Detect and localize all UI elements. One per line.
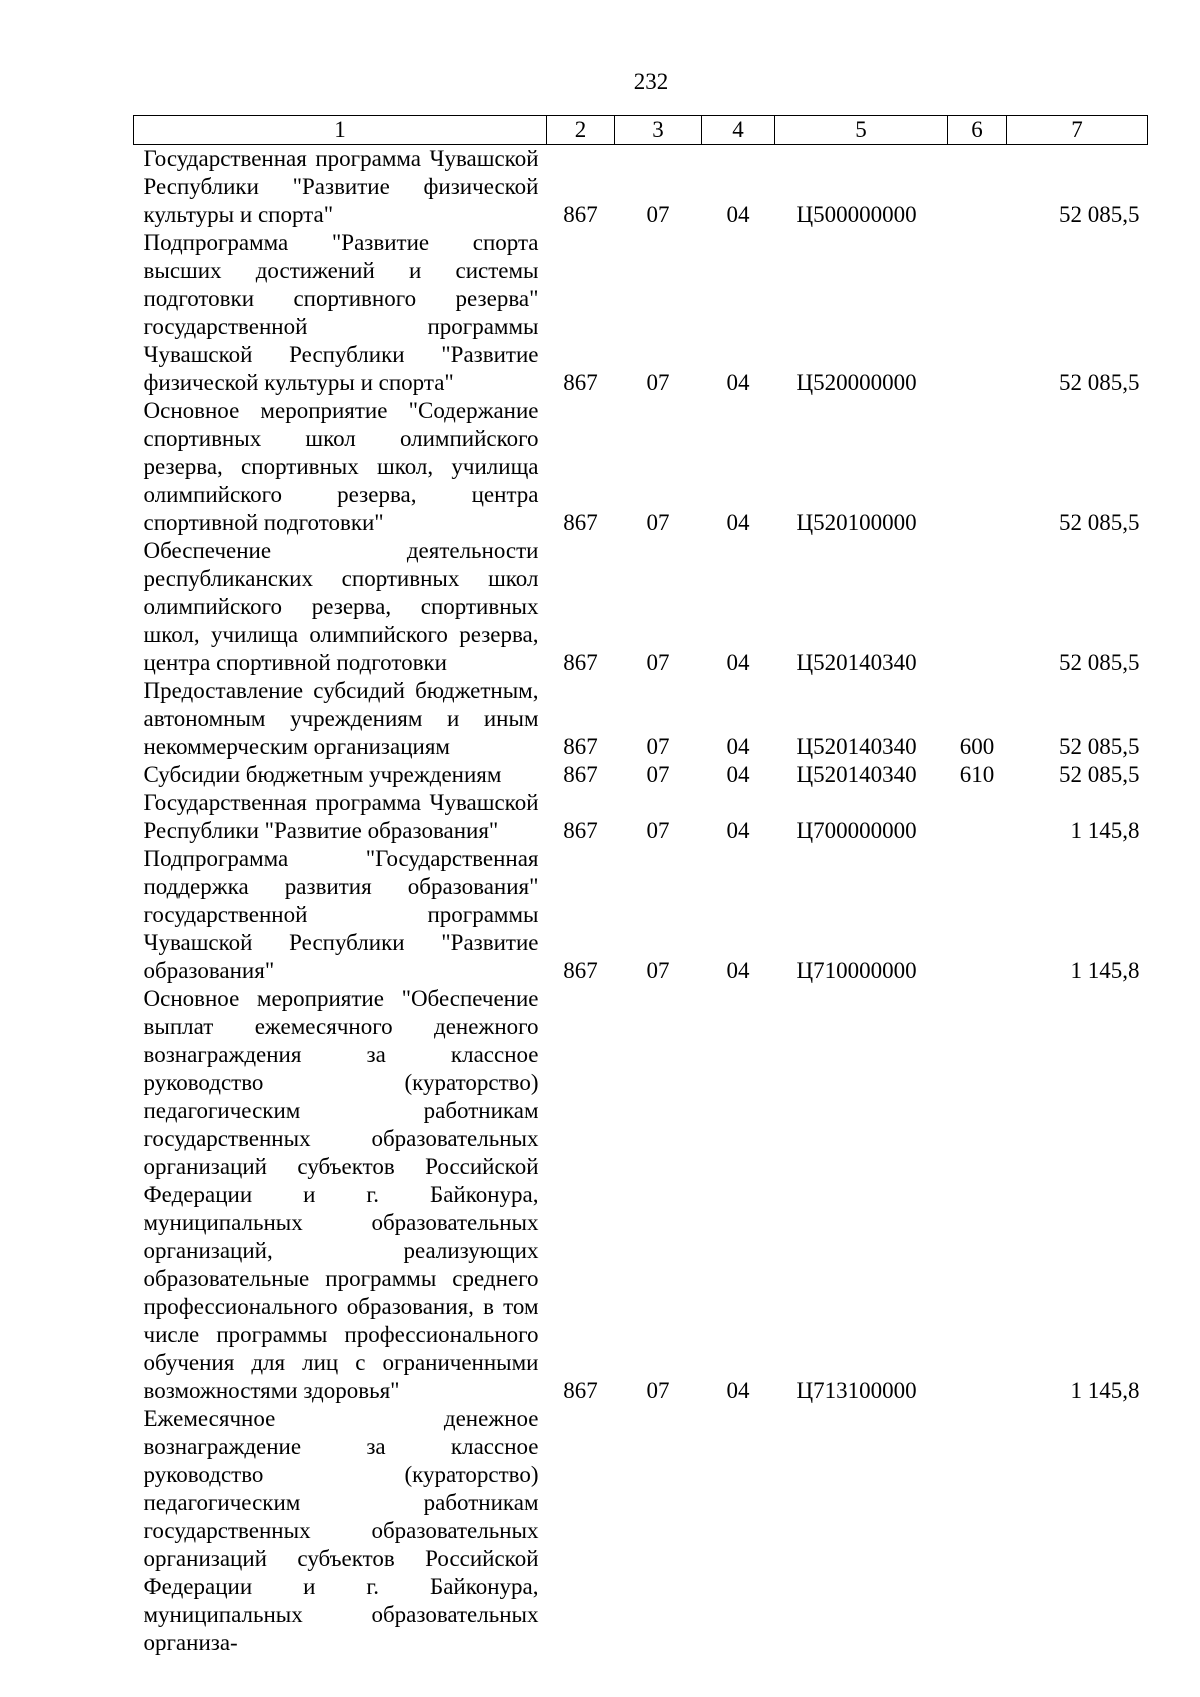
table-row <box>134 537 1148 677</box>
cell-col-5: Ц520100000 <box>796 510 917 535</box>
cell-col-3: 07 <box>646 958 670 983</box>
cell-col-5: Ц520000000 <box>796 370 917 395</box>
row-name: Обеспечение деятельности республиканских спортивных школ олимпийского резерва, спортивных школ, училища олимпийского резерва, центра спортивной подготовки <box>143 538 539 675</box>
cell-col-5: Ц700000000 <box>796 818 917 843</box>
cell-col-3: 07 <box>646 650 670 675</box>
cell-col-6: 600 <box>959 734 995 759</box>
cell-col-4: 04 <box>726 650 750 675</box>
row-name: Субсидии бюджетным учреждениям <box>143 762 502 787</box>
cell-col-7 <box>1007 1405 1148 1657</box>
cell-col-6 <box>948 845 1007 985</box>
header-row <box>134 116 1148 145</box>
cell-col-6 <box>948 1405 1007 1657</box>
header-col-5: 5 <box>775 116 948 145</box>
cell-col-2: 867 <box>563 762 598 787</box>
cell-col-5: Ц500000000 <box>796 202 917 227</box>
header-col-6: 6 <box>948 116 1007 145</box>
row-name: Подпрограмма "Государственная поддержка развития образования" государственной программы Чувашской Республики "Развитие образования" <box>143 846 539 983</box>
cell-col-3: 07 <box>646 202 670 227</box>
cell-col-4: 04 <box>726 818 750 843</box>
table-row <box>134 761 1148 789</box>
cell-col-6 <box>948 397 1007 537</box>
cell-col-3: 07 <box>646 510 670 535</box>
cell-col-6 <box>948 537 1007 677</box>
cell-col-2: 867 <box>563 370 598 395</box>
header-col-1: 1 <box>134 116 547 145</box>
cell-col-7: 52 085,5 <box>1059 202 1140 227</box>
cell-col-3: 07 <box>646 818 670 843</box>
cell-col-4 <box>702 1405 775 1657</box>
cell-col-2: 867 <box>563 510 598 535</box>
cell-col-2 <box>547 1405 615 1657</box>
header-col-7: 7 <box>1007 116 1148 145</box>
cell-col-4: 04 <box>726 1378 750 1403</box>
cell-col-7: 52 085,5 <box>1059 650 1140 675</box>
table-row <box>134 845 1148 985</box>
cell-col-7: 52 085,5 <box>1059 370 1140 395</box>
cell-col-4: 04 <box>726 370 750 395</box>
cell-col-7: 52 085,5 <box>1059 510 1140 535</box>
row-name: Основное мероприятие "Содержание спортивных школ олимпийского резерва, спортивных школ, училища олимпийского резерва, центра спортивной подготовки" <box>143 398 539 535</box>
row-name: Основное мероприятие "Обеспечение выплат ежемесячного денежного вознаграждения за классное руководство (кураторство) педагогическим работникам государственных образовательных организаций субъектов Российской Федерации и г. Байконура, муниципальных образовательных организаций, реализующих образовательные программы среднего профессионального образования, в том числе программы профессионального обучения для лиц с ограниченными возможностями здоровья" <box>143 986 539 1403</box>
cell-col-4: 04 <box>726 762 750 787</box>
page-number: 232 <box>633 69 669 94</box>
cell-col-7: 52 085,5 <box>1059 734 1140 759</box>
cell-col-2: 867 <box>563 202 598 227</box>
cell-col-6 <box>948 789 1007 845</box>
row-name: Подпрограмма "Развитие спорта высших достижений и системы подготовки спортивного резерва" государственной программы Чувашской Республики "Развитие физической культуры и спорта" <box>143 230 539 395</box>
row-name: Ежемесячное денежное вознаграждение за классное руководство (кураторство) педагогическим работникам государственных образовательных организаций субъектов Российской Федерации и г. Байконура, муниципальных образовательных организа- <box>143 1406 539 1655</box>
cell-col-5: Ц520140340 <box>796 762 917 787</box>
cell-col-7: 1 145,8 <box>1070 1378 1140 1403</box>
table-row <box>134 397 1148 537</box>
cell-col-3: 07 <box>646 370 670 395</box>
header-col-4: 4 <box>702 116 775 145</box>
table-row <box>134 1405 1148 1657</box>
header-col-2: 2 <box>547 116 615 145</box>
cell-col-4: 04 <box>726 734 750 759</box>
table-row <box>134 789 1148 845</box>
cell-col-5: Ц710000000 <box>796 958 917 983</box>
cell-col-7: 1 145,8 <box>1070 818 1140 843</box>
cell-col-4: 04 <box>726 510 750 535</box>
row-name: Государственная программа Чувашской Республики "Развитие физической культуры и спорта" <box>143 146 539 227</box>
budget-table <box>133 115 1148 1657</box>
table-row <box>134 229 1148 397</box>
cell-col-7: 52 085,5 <box>1059 762 1140 787</box>
table-row <box>134 145 1148 230</box>
cell-col-5: Ц713100000 <box>796 1378 917 1403</box>
cell-col-2: 867 <box>563 958 598 983</box>
cell-col-4: 04 <box>726 958 750 983</box>
cell-col-3: 07 <box>646 762 670 787</box>
cell-col-7: 1 145,8 <box>1070 958 1140 983</box>
cell-col-5: Ц520140340 <box>796 650 917 675</box>
cell-col-2: 867 <box>563 1378 598 1403</box>
cell-col-5: Ц520140340 <box>796 734 917 759</box>
header-col-3: 3 <box>615 116 702 145</box>
cell-col-2: 867 <box>563 650 598 675</box>
cell-col-2: 867 <box>563 818 598 843</box>
table-row <box>134 985 1148 1405</box>
cell-col-4: 04 <box>726 202 750 227</box>
row-name: Государственная программа Чувашской Республики "Развитие образования" <box>143 790 539 843</box>
cell-col-6 <box>948 145 1007 230</box>
cell-col-6 <box>948 985 1007 1405</box>
cell-col-3: 07 <box>646 1378 670 1403</box>
cell-col-2: 867 <box>563 734 598 759</box>
cell-col-3: 07 <box>646 734 670 759</box>
cell-col-5 <box>775 1405 948 1657</box>
cell-col-3 <box>615 1405 702 1657</box>
row-name: Предоставление субсидий бюджетным, автономным учреждениям и иным некоммерческим организациям <box>143 678 539 759</box>
cell-col-6: 610 <box>959 762 995 787</box>
table-row <box>134 677 1148 761</box>
cell-col-6 <box>948 229 1007 397</box>
